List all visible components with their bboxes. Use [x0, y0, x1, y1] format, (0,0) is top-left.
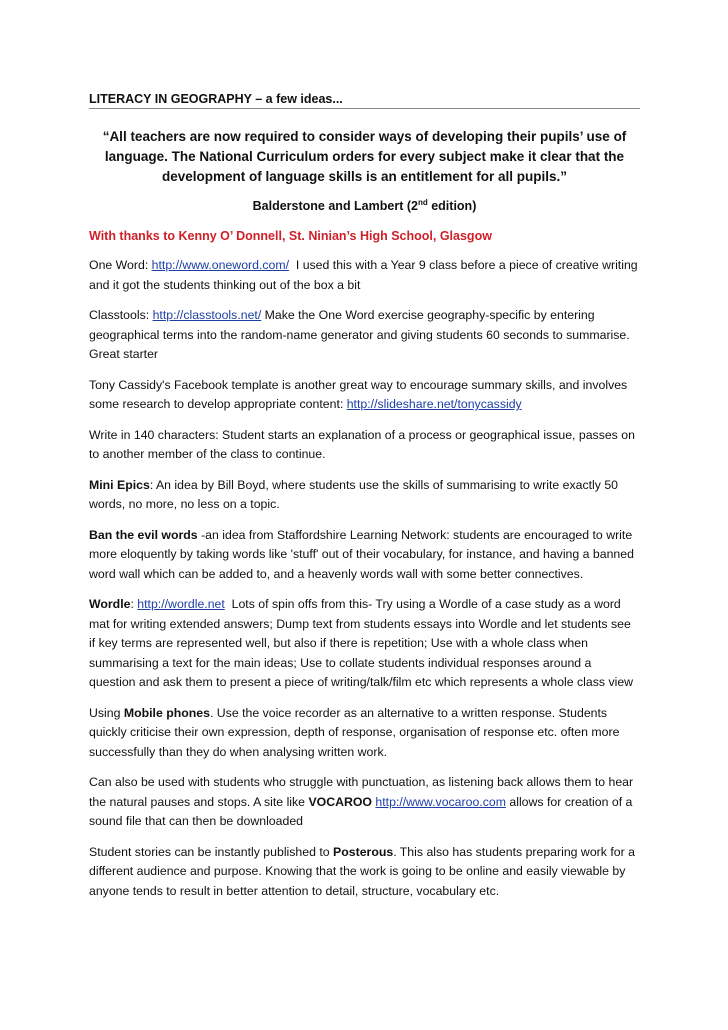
attribution-text: Balderstone and Lambert (2: [252, 199, 418, 213]
mobile-heading: Mobile phones: [123, 705, 210, 720]
oneword-link[interactable]: http://www.oneword.com/: [151, 258, 290, 272]
paragraph-punctuation: [89, 773, 640, 832]
evil-words-text: -an idea from Staffordshire Learning Network: students are encouraged to write more eloquently by taking words like 'stuff' out of their vocabulary, for instance, and having a banned word wall which can be added to, and a heavenly words wall with some better connectives.: [89, 527, 634, 581]
paragraph-140-characters: [89, 426, 640, 465]
classtools-label: Classtools:: [89, 308, 153, 322]
wordle-heading: Wordle: [89, 597, 131, 611]
wordle-separator: :: [130, 597, 138, 611]
paragraph-posterous: [89, 843, 640, 902]
classtools-text: Make the One Word exercise geography-specific by entering geographical terms into the random-name generator and giving students 60 seconds to summarise. Great starter: [89, 308, 630, 361]
paragraph-mini-epics: [89, 476, 640, 515]
paragraph-wordle: [89, 595, 640, 693]
attribution-superscript: nd: [417, 197, 428, 207]
vocaroo-link[interactable]: http://www.vocaroo.com: [375, 794, 506, 809]
paragraph-facebook-template: [89, 376, 640, 415]
posterous-text: . This also has students preparing work for a different audience and purpose. Knowing that the work is going to be online and easily viewable by anyone tends to result in better attention to detail, structure, vocabulary etc.: [89, 844, 635, 898]
paragraph-oneword: [89, 256, 640, 295]
paragraph-evil-words: [89, 526, 640, 585]
paragraph-classtools: [89, 306, 640, 365]
mini-epics-text: : An idea by Bill Boyd, where students use the skills of summarising to write exactly 50 words, no more, no less on a topic.: [89, 477, 618, 511]
evil-words-heading: Ban the evil words: [89, 527, 198, 542]
mobile-intro: Using: [89, 705, 124, 720]
slideshare-link[interactable]: http://slideshare.net/tonycassidy: [346, 397, 522, 411]
document-body: [89, 91, 640, 901]
oneword-label: One Word:: [89, 258, 152, 272]
mini-epics-heading: Mini Epics: [89, 477, 150, 492]
punctuation-text: Can also be used with students who struggle with punctuation, as listening back allows them to hear the natural pauses and stops. A site like: [89, 775, 637, 809]
facebook-text: Tony Cassidy's Facebook template is another great way to encourage summary skills, and involves some research to develop appropriate content:: [89, 377, 628, 411]
attribution-edition: edition): [427, 199, 477, 213]
vocaroo-name: VOCAROO: [308, 794, 372, 809]
paragraph-mobile-phones: [89, 704, 640, 763]
thanks-line: With thanks to Kenny O’ Donnell, St. Ninian’s High School, Glasgow: [89, 229, 492, 243]
quote-attribution: [89, 197, 640, 215]
wordle-link[interactable]: http://wordle.net: [137, 597, 225, 611]
curriculum-quote: “All teachers are now required to consider ways of developing their pupils’ use of language. The National Curriculum orders for every subject make it clear that the development of language skills is an entitlement for all pupils.”: [102, 129, 627, 184]
vocaroo-text: allows for creation of a sound file that can then be downloaded: [89, 794, 633, 828]
oneword-text: I used this with a Year 9 class before a piece of creative writing and it got the students thinking out of the box a bit: [89, 258, 642, 292]
posterous-name: Posterous: [333, 844, 394, 859]
wordle-text: Lots of spin offs from this- Try using a Wordle of a case study as a word mat for writing extended answers; Dump text from students essays into Wordle and let students see if key terms are represented well, but also if there is repetition; Use with a whole class when summarising a text for the main ideas; Use to collate students individual responses around a question and ask them to present a piece of writing/talk/film etc which represents a whole class view: [89, 597, 635, 689]
document-title: LITERACY IN GEOGRAPHY – a few ideas...: [89, 91, 640, 109]
mobile-text: . Use the voice recorder as an alternative to a written response. Students quickly criticise their own expression, depth of response, organisation of response etc. often more successfully than they do when analysing written work.: [89, 705, 620, 759]
chars140-text: Write in 140 characters: Student starts an explanation of a process or geographical issue, passes on to another member of the class to continue.: [89, 427, 635, 461]
posterous-intro: Student stories can be instantly published to: [89, 844, 334, 859]
classtools-link[interactable]: http://classtools.net/: [152, 308, 262, 322]
